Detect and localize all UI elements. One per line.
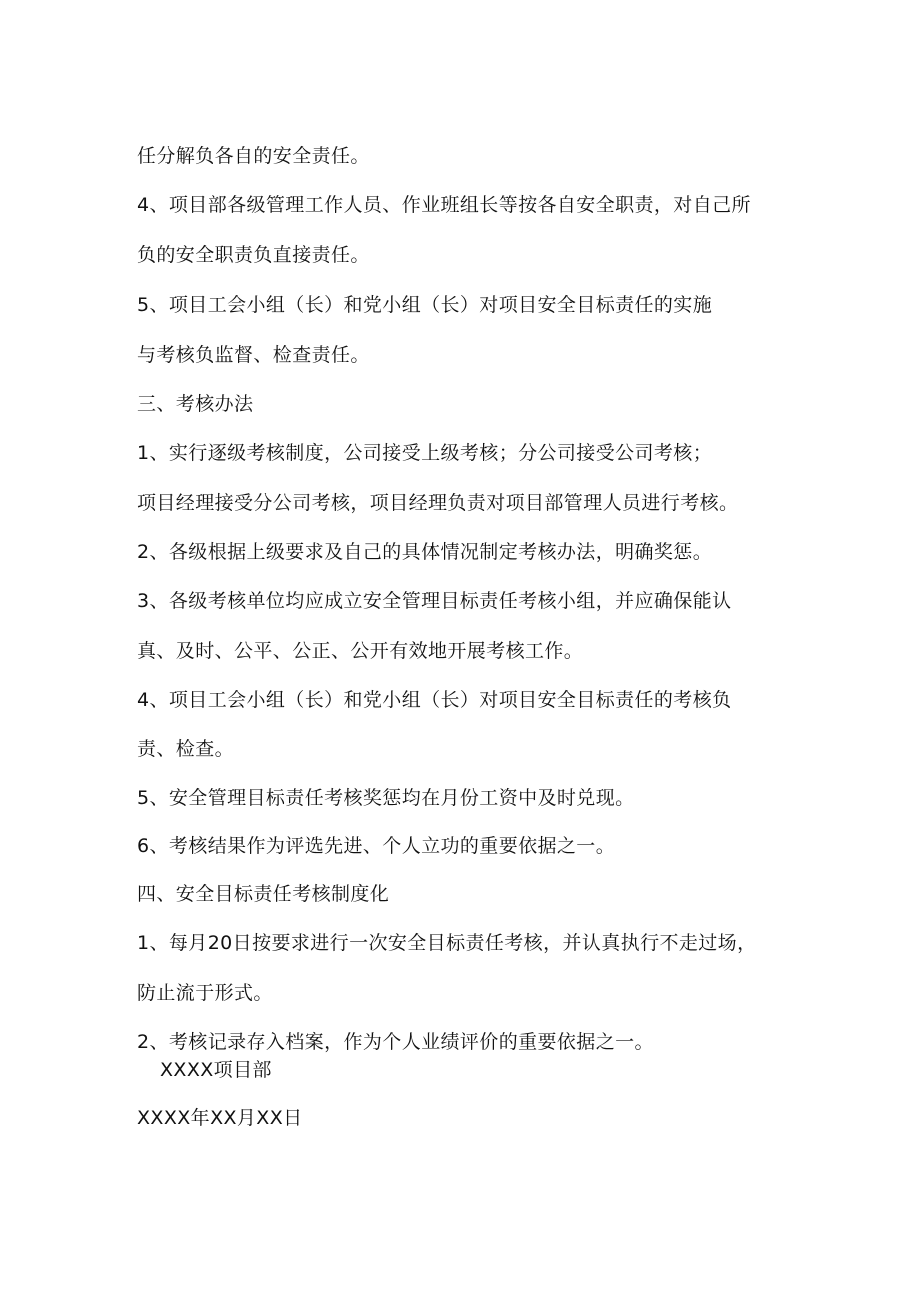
section-heading-4: 四、安全目标责任考核制度化 bbox=[137, 883, 390, 905]
text-line-18: 防止流于形式。 bbox=[137, 982, 273, 1004]
text-line-15: 6、考核结果作为评选先进、个人立功的重要依据之一。 bbox=[137, 835, 616, 857]
text-line-17: 1、每月20日按要求进行一次安全目标责任考核，并认真执行不走过场， bbox=[137, 932, 757, 954]
text-line-3: 负的安全职责负直接责任。 bbox=[137, 244, 370, 266]
text-line-2: 4、项目部各级管理工作人员、作业班组长等按各自安全职责，对自己所 bbox=[137, 194, 751, 216]
text-line-11: 真、及时、公平、公正、公开有效地开展考核工作。 bbox=[137, 640, 584, 662]
text-line-5: 与考核负监督、检查责任。 bbox=[137, 344, 370, 366]
signature-department: XXXX项目部 bbox=[160, 1059, 272, 1081]
text-line-10: 3、各级考核单位均应成立安全管理目标责任考核小组，并应确保能认 bbox=[137, 590, 732, 612]
text-line-8: 项目经理接受分公司考核，项目经理负责对项目部管理人员进行考核。 bbox=[137, 492, 739, 514]
text-line-7: 1、实行逐级考核制度，公司接受上级考核；分公司接受公司考核； bbox=[137, 442, 713, 464]
text-line-14: 5、安全管理目标责任考核奖惩均在月份工资中及时兑现。 bbox=[137, 787, 635, 809]
text-line-1: 任分解负各自的安全责任。 bbox=[137, 145, 370, 167]
text-line-19: 2、考核记录存入档案，作为个人业绩评价的重要依据之一。 bbox=[137, 1031, 654, 1053]
text-line-12: 4、项目工会小组（长）和党小组（长）对项目安全目标责任的考核负 bbox=[137, 689, 732, 711]
text-line-9: 2、各级根据上级要求及自己的具体情况制定考核办法，明确奖惩。 bbox=[137, 541, 713, 563]
section-heading-3: 三、考核办法 bbox=[137, 393, 254, 415]
text-line-4: 5、项目工会小组（长）和党小组（长）对项目安全目标责任的实施 bbox=[137, 294, 713, 316]
signature-date: XXXX年XX月XX日 bbox=[137, 1107, 303, 1129]
text-line-13: 责、检查。 bbox=[137, 738, 235, 760]
